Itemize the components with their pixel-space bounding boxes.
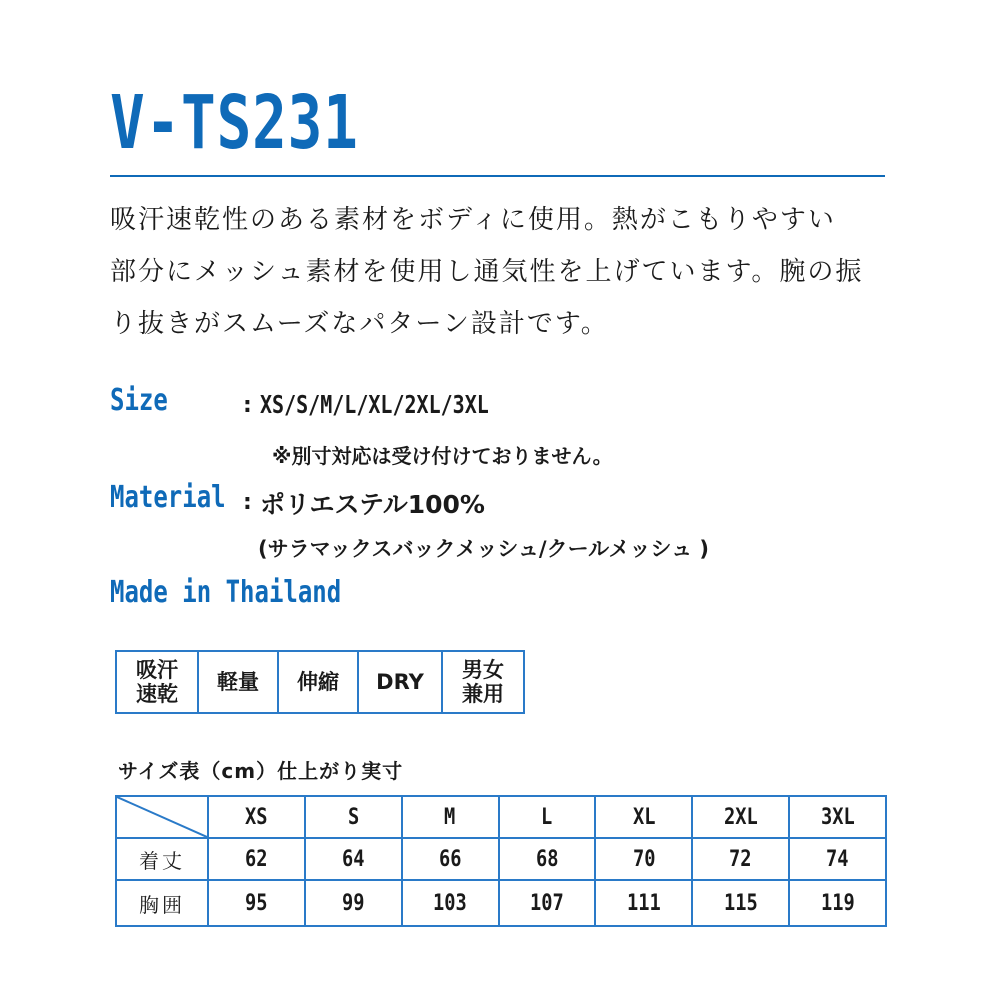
table-cell: 103: [402, 880, 499, 926]
size-note: ※別寸対応は受け付けておりません。: [272, 444, 613, 468]
feature-badge: 軽量: [199, 652, 279, 712]
size-colon: :: [243, 393, 252, 418]
size-chart-table: [115, 795, 887, 927]
table-row: [116, 880, 886, 926]
size-header-cell: 3XL: [789, 796, 886, 838]
table-cell: 70: [595, 838, 692, 880]
size-header-cell: M: [402, 796, 499, 838]
feature-badge: DRY: [359, 652, 443, 712]
table-row: [116, 838, 886, 880]
size-header-cell: S: [305, 796, 402, 838]
table-cell: 72: [692, 838, 789, 880]
table-cell: 62: [208, 838, 305, 880]
table-cell: 115: [692, 880, 789, 926]
table-cell: 107: [499, 880, 596, 926]
row-label: 胸囲: [116, 880, 208, 926]
feature-badge: 男女 兼用: [462, 658, 504, 706]
country-of-origin: Made in Thailand: [110, 575, 342, 610]
size-header-row: [116, 796, 886, 838]
feature-badges: [115, 650, 525, 714]
table-cell: 99: [305, 880, 402, 926]
description-line-2: 部分にメッシュ素材を使用し通気性を上げています。腕の振: [110, 257, 864, 287]
size-label: Size: [110, 383, 168, 418]
product-model-title: V-TS231: [110, 80, 359, 166]
table-cell: 119: [789, 880, 886, 926]
table-cell: 66: [402, 838, 499, 880]
title-divider: [110, 175, 885, 177]
material-colon: :: [243, 490, 252, 515]
diagonal-line-icon: [117, 797, 207, 837]
table-corner-cell: [116, 796, 208, 838]
table-cell: 68: [499, 838, 596, 880]
row-label: 着丈: [116, 838, 208, 880]
description-line-1: 吸汗速乾性のある素材をボディに使用。熱がこもりやすい: [110, 205, 836, 235]
description-line-3: り抜きがスムーズなパターン設計です。: [110, 309, 609, 339]
size-header-cell: 2XL: [692, 796, 789, 838]
material-value: ポリエステル100%: [260, 490, 485, 519]
size-header-cell: L: [499, 796, 596, 838]
size-header-cell: XS: [208, 796, 305, 838]
table-cell: 64: [305, 838, 402, 880]
table-cell: 111: [595, 880, 692, 926]
feature-badge: 伸縮: [279, 652, 359, 712]
size-header-cell: XL: [595, 796, 692, 838]
material-label: Material: [110, 480, 226, 515]
size-chart-caption: サイズ表（cm）仕上がり実寸: [118, 759, 404, 783]
table-cell: 74: [789, 838, 886, 880]
material-note: (サラマックスバックメッシュ/クールメッシュ ): [258, 537, 710, 561]
table-cell: 95: [208, 880, 305, 926]
size-value: XS/S/M/L/XL/2XL/3XL: [260, 390, 489, 419]
feature-badge: 吸汗 速乾: [117, 652, 199, 712]
